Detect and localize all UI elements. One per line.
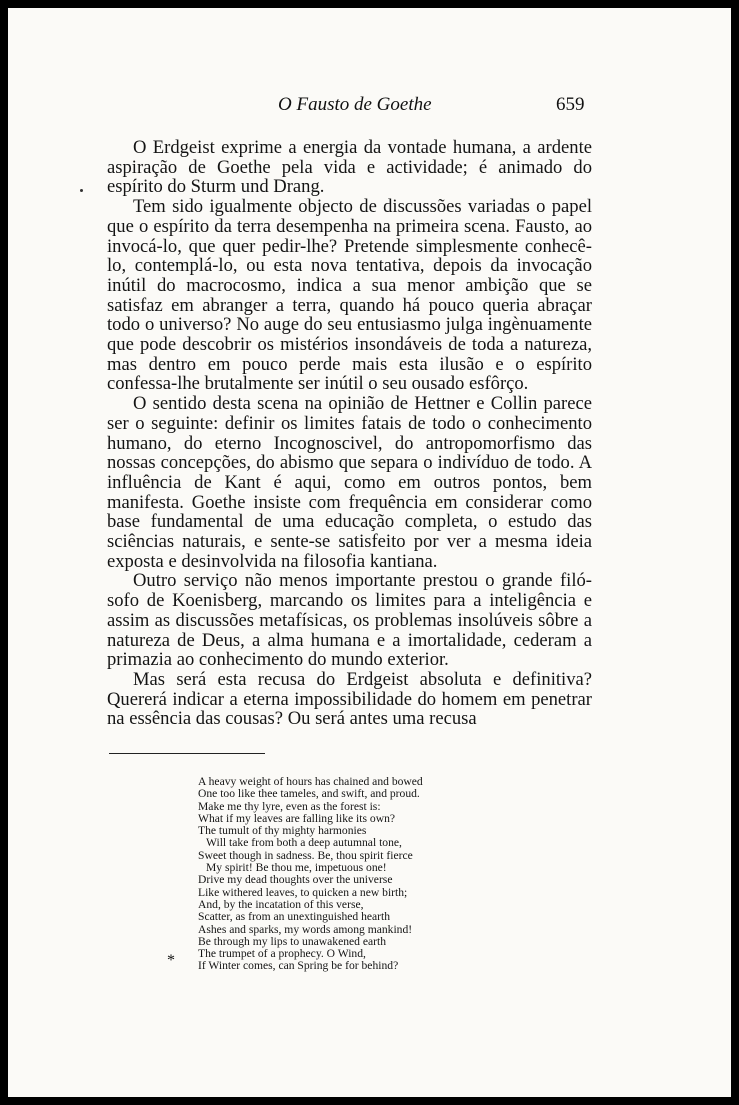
poem-line: Like withered leaves, to quicken a new birth; <box>198 885 408 899</box>
body-text <box>107 138 592 729</box>
poem-line: One too like thee tameles, and swift, and proud. <box>198 787 420 801</box>
footnote-rule <box>109 753 265 754</box>
running-title: O Fausto de Goethe <box>278 94 432 115</box>
poem-line: My spirit! Be thou me, impetuous one! <box>206 861 387 875</box>
poem-line: And, by the incatation of this verse, <box>198 897 364 911</box>
poem-line: If Winter comes, can Spring be for behind? <box>198 959 399 973</box>
poem-line: A heavy weight of hours has chained and bowed <box>198 775 423 788</box>
margin-mark <box>80 189 83 192</box>
book-page <box>8 8 731 1097</box>
poem-line: Sweet though in sadness. Be, thou spirit fierce <box>198 848 413 862</box>
paragraph: Mas será esta recusa do Erdgeist absoluta e definitiva? Quererá indicar a eterna impossibilidade do homem em penetrar na essência das cousas? Ou será antes uma recusa <box>107 668 592 730</box>
poem-line: Make me thy lyre, even as the forest is: <box>198 799 381 813</box>
poem-line: The tumult of thy mighty harmonies <box>198 824 367 838</box>
poem-line: Ashes and sparks, my words among mankind! <box>198 922 413 936</box>
poem-line: Drive my dead thoughts over the universe <box>198 873 393 887</box>
paragraph: Tem sido igualmente objecto de discussões variadas o papel que o espírito da terra desempenha na primeira scena. Fausto, ao invocá-lo, que quer pedir-lhe? Pretende simplesmente conhecê-lo, contemplá-lo, ou esta nova tentativa, depois da invocação inútil do macrocosmo, indica a sua menor ambição que se satisfaz em abranger a terra, quando há pouco queria abraçar todo o universo? No auge do seu entusiasmo julga ingènuamente que pode descobrir os mistérios insondáveis de toda a natureza, mas dentro em pouco perde mais esta ilusão e o espírito confessa-lhe brutalmente ser inútil o seu ousado esfôrço. <box>107 196 592 395</box>
poem-line: Scatter, as from an unextinguished hearth <box>198 910 391 924</box>
poem-line: The trumpet of a prophecy. O Wind, <box>198 947 366 961</box>
paragraph: O Erdgeist exprime a energia da vontade humana, a ardente aspiração de Goethe pela vida e actividade; é animado do espírito do Sturm und Drang. <box>107 137 592 198</box>
paragraph: Outro serviço não menos importante prestou o grande filósofo de Koenisberg, marcando os limites para a inteligência e assim as discussões metafísicas, os problemas insolúveis sôbre a natureza de Deus, a alma humana e a imortalidade, cederam a primazia ao conhecimento do mundo exterior. <box>107 570 592 671</box>
paragraph: O sentido desta scena na opinião de Hettner e Collin parece ser o seguinte: definir os limites fatais de todo o conhecimento humano, do eterno Incognoscivel, do antropomorfismo das nossas concepções, do abismo que separa o indivíduo de todo. A influência de Kant é aqui, como em outros pontos, bem manifesta. Goethe insiste com frequência em considerar como base fundamental de uma educação completa, o estudo das sciências naturais, e sente-se satisfeito por ver a mesma ideia exposta e desinvolvida na filosofia kantiana. <box>107 393 592 572</box>
poem-line: What if my leaves are falling like its own? <box>198 811 396 825</box>
poem-line: Be through my lips to unawakened earth <box>198 934 387 948</box>
footnote-asterisk: * <box>167 952 175 969</box>
poem-line: Will take from both a deep autumnal tone, <box>206 836 402 850</box>
footnote-poem <box>198 776 498 973</box>
page-number: 659 <box>556 94 585 115</box>
